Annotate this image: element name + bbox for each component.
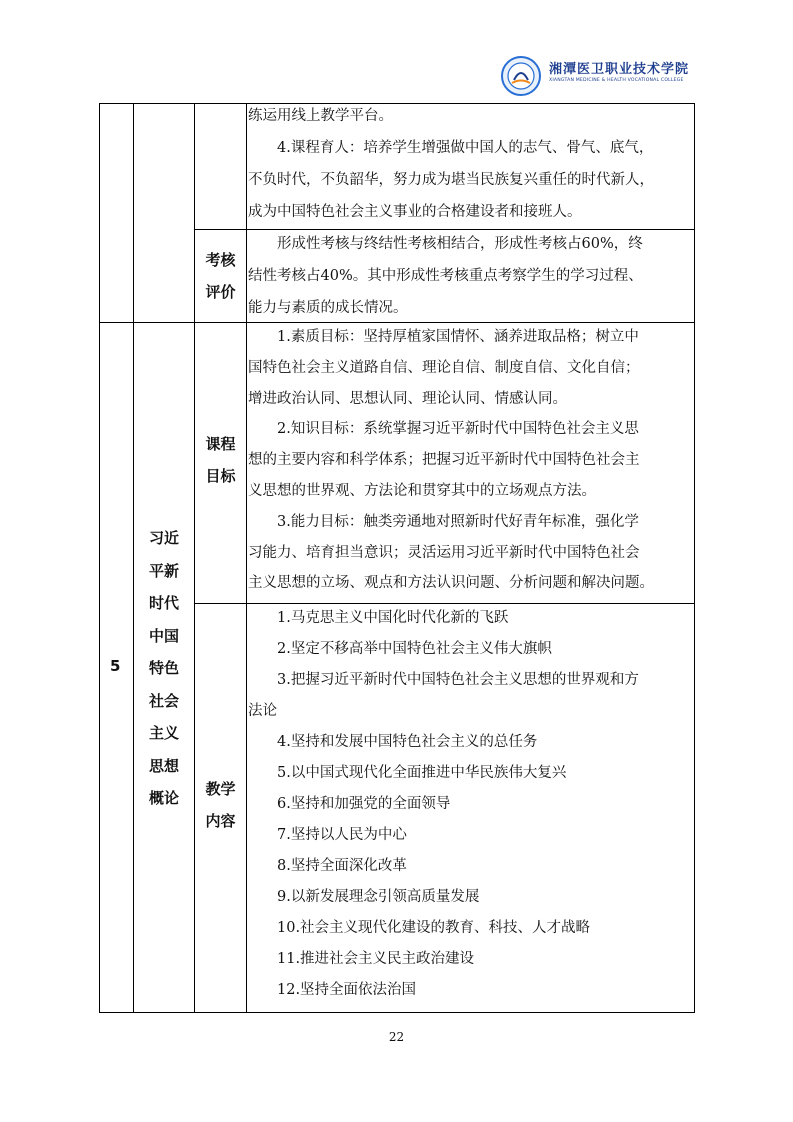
- text-line: 主义思想的立场、观点和方法认识问题、分析问题和解决问题。: [248, 575, 654, 592]
- text-line: 想的主要内容和科学体系；把握习近平新时代中国特色社会主: [248, 452, 640, 469]
- text-line: 练运用线上教学平台。: [248, 108, 393, 124]
- list-item: 2.坚定不移高举中国特色社会主义伟大旗帜: [248, 641, 552, 657]
- text-line: 成为中国特色社会主义事业的合格建设者和接班人。: [248, 204, 582, 220]
- list-item: 4.坚持和发展中国特色社会主义的总任务: [248, 734, 538, 750]
- page-number: 22: [388, 1030, 405, 1044]
- text-line: 义思想的世界观、方法论和贯穿其中的立场观点方法。: [248, 482, 596, 499]
- row-number: 5: [110, 657, 121, 675]
- table-border-right: [694, 103, 695, 1013]
- list-item: 9.以新发展理念引领高质量发展: [248, 889, 480, 905]
- text-line: 国特色社会主义道路自信、理论自信、制度自信、文化自信；: [248, 359, 640, 376]
- logo-english-name: XIANGTAN MEDICINE & HEALTH VOCATIONAL COLLEGE: [549, 78, 684, 83]
- list-item: 8.坚持全面深化改革: [248, 858, 407, 874]
- list-item: 法论: [248, 703, 277, 719]
- college-emblem-icon: [501, 56, 541, 96]
- teaching-content-text: [248, 603, 688, 1006]
- text-line: 不负时代，不负韶华，努力成为堪当民族复兴重任的时代新人，: [248, 172, 654, 188]
- text-line: 形成性考核与终结性考核相结合，形成性考核占60%，终: [248, 236, 643, 252]
- objectives-text: [248, 322, 688, 599]
- text-line: 增进政治认同、思想认同、理论认同、情感认同。: [248, 390, 567, 407]
- list-item: 10.社会主义现代化建设的教育、科技、人才战略: [248, 920, 591, 936]
- table-border-left: [99, 103, 100, 1013]
- list-item: 12.坚持全面依法治国: [248, 982, 417, 998]
- teaching-content-label: 教学 内容: [205, 780, 236, 830]
- list-item: 6.坚持和加强党的全面领导: [248, 796, 451, 812]
- text-line: 2.知识目标：系统掌握习近平新时代中国特色社会主义思: [248, 421, 639, 438]
- logo-chinese-name: 湘潭医卫职业技术学院: [549, 62, 690, 77]
- college-logo: [497, 54, 690, 104]
- objectives-label: 课程 目标: [205, 435, 236, 485]
- list-item: 11.推进社会主义民主政治建设: [248, 951, 475, 967]
- assessment-label: 考核 评价: [205, 251, 236, 301]
- course-content-continued: [248, 100, 688, 228]
- course-name: 习近 平新 时代 中国 特色 社会 主义 思想 概论: [148, 529, 179, 807]
- assessment-text: [248, 228, 688, 324]
- text-line: 习能力、培育担当意识；灵活运用习近平新时代中国特色社会: [248, 544, 640, 561]
- text-line: 能力与素质的成长情况。: [248, 300, 408, 316]
- list-item: 3.把握习近平新时代中国特色社会主义思想的世界观和方: [248, 672, 639, 688]
- text-line: 4.课程育人：培养学生增强做中国人的志气、骨气、底气，: [248, 140, 654, 156]
- table-col-divider-2: [194, 103, 195, 1013]
- text-line: 1.素质目标：坚持厚植家国情怀、涵养进取品格；树立中: [248, 329, 639, 345]
- text-line: 3.能力目标：触类旁通地对照新时代好青年标准，强化学: [248, 513, 639, 530]
- list-item: 5.以中国式现代化全面推进中华民族伟大复兴: [248, 765, 567, 781]
- table-border-bottom: [99, 1012, 695, 1013]
- list-item: 7.坚持以人民为中心: [248, 827, 407, 843]
- table-col-divider-3: [246, 103, 247, 1013]
- text-line: 结性考核占40%。其中形成性考核重点考察学生的学习过程、: [248, 268, 643, 284]
- list-item: 1.马克思主义中国化时代化新的飞跃: [248, 610, 509, 626]
